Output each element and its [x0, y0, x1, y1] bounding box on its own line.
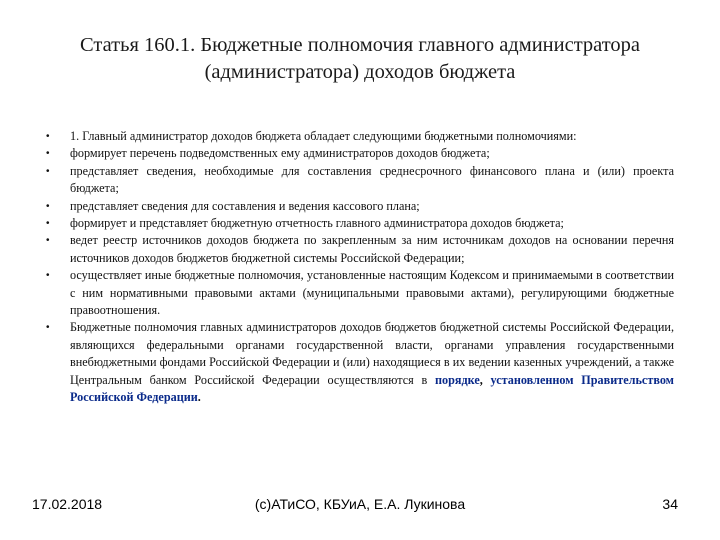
list-item: • ведет реестр источников доходов бюджета по закрепленным за ним источникам доходов на основании перечня источников доходов бюджетов бюджетной системы Российской Федерации; [46, 232, 674, 267]
list-item: • осуществляет иные бюджетные полномочия, установленные настоящим Кодексом и принимаемыми в соответствии с ним нормативными правовыми актами (муниципальными правовыми актами), регулирующими бюджетные правоотношения. [46, 267, 674, 319]
order-link[interactable]: порядке [434, 372, 480, 387]
title-line-1: Статья 160.1. Бюджетные полномочия главного администратора [79, 34, 641, 56]
footer-date: 17.02.2018 [32, 496, 103, 512]
powers-list [46, 128, 674, 407]
page-number: 34 [662, 496, 678, 512]
list-item: • 1. Главный администратор доходов бюджета обладает следующими бюджетными полномочиями: [46, 128, 674, 145]
list-item-last [46, 319, 674, 406]
list-item: • формирует перечень подведомственных ему администраторов доходов бюджета; [46, 145, 674, 162]
list-item: • представляет сведения, необходимые для составления среднесрочного финансового плана и (или) проекта бюджета; [46, 163, 674, 198]
comma-separator: , [479, 372, 483, 387]
final-period: . [197, 390, 201, 405]
government-link[interactable]: установленном Правительством Российской Федерации [70, 372, 674, 405]
footer-author: (с)АТиСО, КБУиА, Е.А. Лукинова [254, 496, 466, 512]
title-line-2: (администратора) доходов бюджета [204, 61, 516, 83]
list-item: • формирует и представляет бюджетную отчетность главного администратора доходов бюджета; [46, 215, 674, 232]
page-title [60, 32, 660, 86]
list-item: • представляет сведения для составления и ведения кассового плана; [46, 198, 674, 215]
last-item-text: Бюджетные полномочия главных администраторов доходов бюджетов бюджетной системы Российской Федерации, являющихся федеральными органами государственной власти, органами управления государственными внебюджетными фондами Российской Федерации и (или) находящиеся в их ведении казенных учреждений, а также Центральным банком Российской Федерации осуществляются в [70, 320, 674, 387]
